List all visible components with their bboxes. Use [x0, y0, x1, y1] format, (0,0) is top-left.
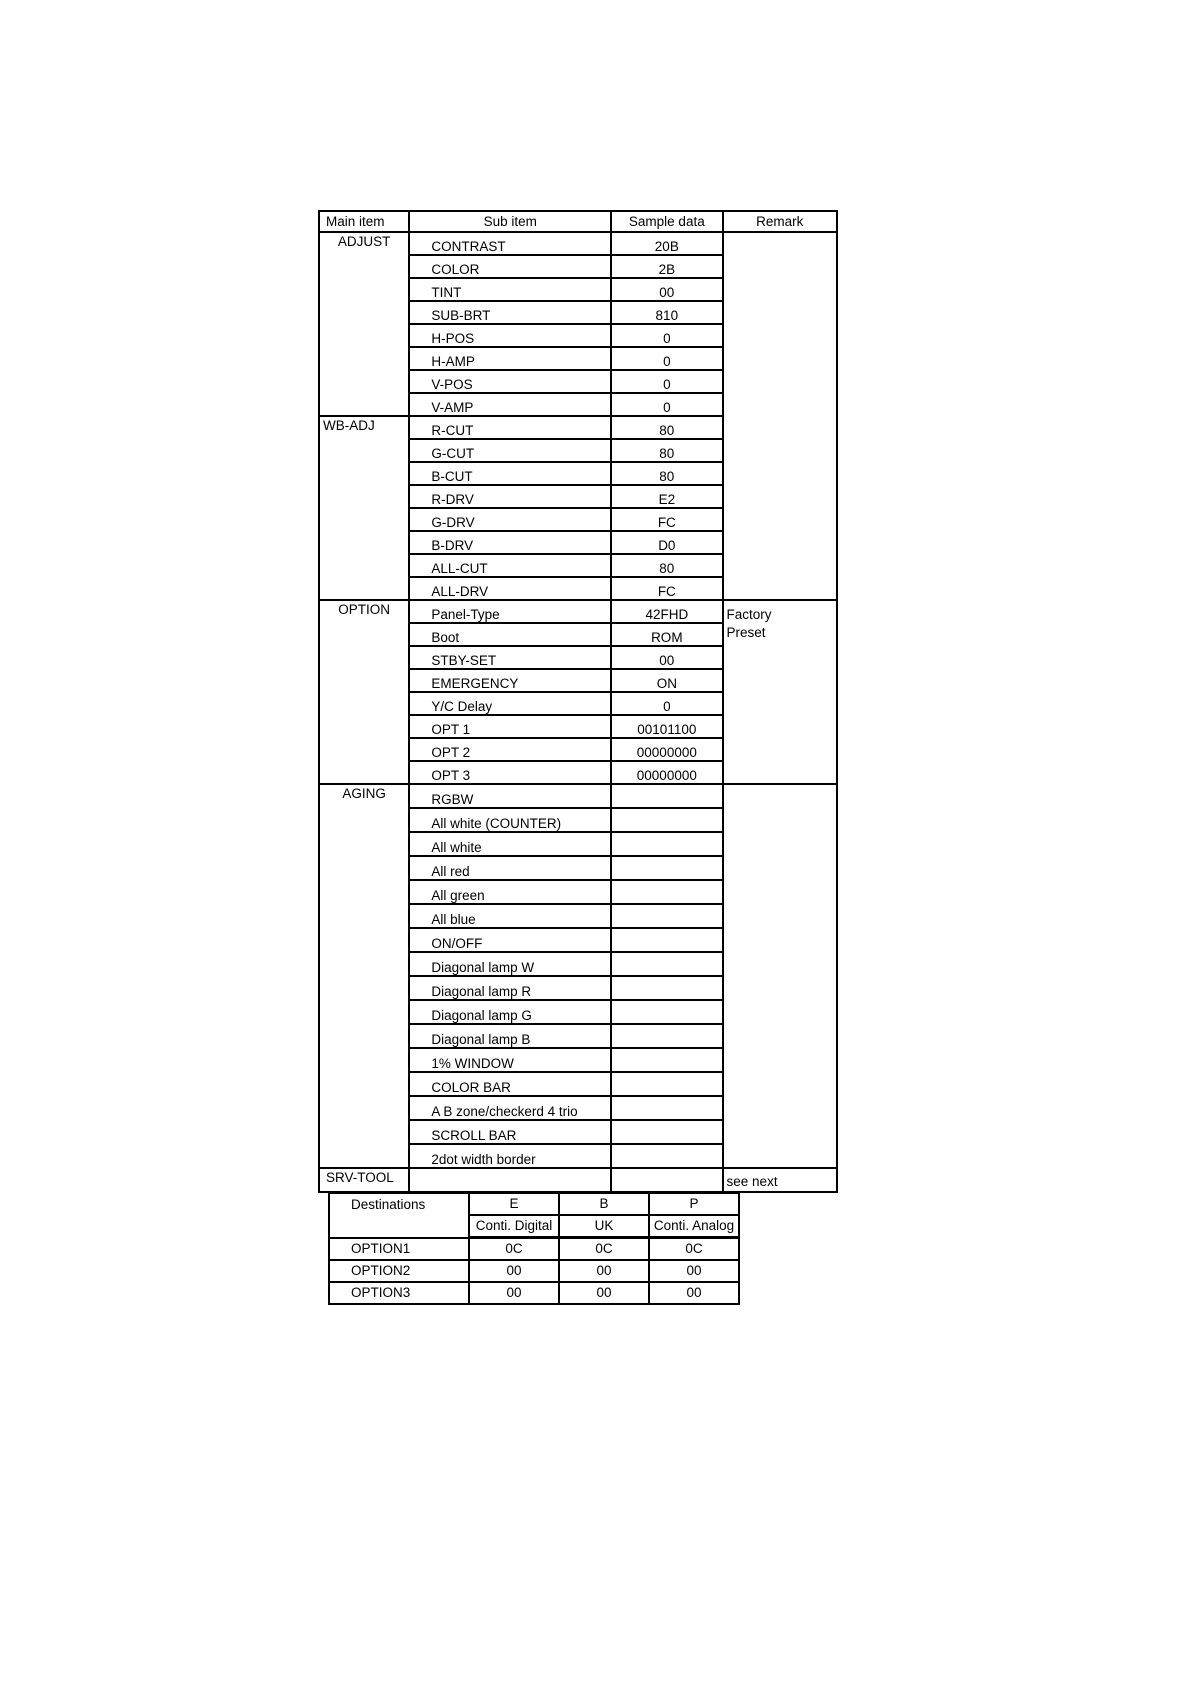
sample-data-cell: 0: [611, 692, 722, 715]
sub-item-cell: Diagonal lamp W: [409, 952, 611, 976]
option-value: 00: [649, 1260, 739, 1282]
sample-data-cell: [611, 880, 722, 904]
sub-item-cell: All blue: [409, 904, 611, 928]
option-label: OPTION3: [329, 1282, 469, 1304]
remark-cell: [723, 232, 837, 600]
sub-item-cell: H-AMP: [409, 347, 611, 370]
destination-name: Conti. Analog: [649, 1215, 739, 1238]
sub-item-cell: Y/C Delay: [409, 692, 611, 715]
sample-data-cell: [611, 832, 722, 856]
sub-item-cell: EMERGENCY: [409, 669, 611, 692]
sub-item-cell: ALL-CUT: [409, 554, 611, 577]
main-item-cell: AGING: [319, 784, 409, 1168]
sub-item-cell: OPT 3: [409, 761, 611, 784]
sub-item-cell: All white (COUNTER): [409, 808, 611, 832]
destination-code: B: [559, 1193, 649, 1215]
sample-data-cell: 00000000: [611, 761, 722, 784]
sub-item-cell: [409, 1168, 611, 1192]
table-row: [329, 1238, 739, 1261]
table-row: [329, 1282, 739, 1304]
service-menu-table: [318, 210, 838, 1193]
sample-data-cell: [611, 1048, 722, 1072]
table-row: [319, 600, 837, 623]
sample-data-cell: 20B: [611, 232, 722, 255]
sub-item-cell: RGBW: [409, 784, 611, 808]
sub-item-cell: Diagonal lamp G: [409, 1000, 611, 1024]
destinations-code-row: [329, 1193, 739, 1215]
sub-item-cell: All red: [409, 856, 611, 880]
option-value: 0C: [469, 1238, 559, 1261]
sub-item-cell: All green: [409, 880, 611, 904]
sample-data-cell: 80: [611, 462, 722, 485]
remark-cell: Factory Preset: [723, 600, 837, 784]
main-item-cell: WB-ADJ: [319, 416, 409, 600]
sample-data-cell: E2: [611, 485, 722, 508]
sub-item-cell: OPT 2: [409, 738, 611, 761]
sample-data-cell: ROM: [611, 623, 722, 646]
sample-data-cell: [611, 976, 722, 1000]
sample-data-cell: 80: [611, 416, 722, 439]
sample-data-cell: 80: [611, 554, 722, 577]
sub-item-cell: COLOR BAR: [409, 1072, 611, 1096]
sub-item-cell: Panel-Type: [409, 600, 611, 623]
sample-data-cell: [611, 952, 722, 976]
sample-data-cell: [611, 1120, 722, 1144]
sub-item-cell: G-DRV: [409, 508, 611, 531]
sub-item-cell: R-CUT: [409, 416, 611, 439]
option-value: 00: [649, 1282, 739, 1304]
sub-item-cell: STBY-SET: [409, 646, 611, 669]
option-value: 0C: [559, 1238, 649, 1261]
sample-data-cell: [611, 1168, 722, 1192]
sub-item-cell: H-POS: [409, 324, 611, 347]
sample-data-cell: 810: [611, 301, 722, 324]
sub-item-cell: B-CUT: [409, 462, 611, 485]
option-value: 00: [559, 1282, 649, 1304]
sub-item-cell: TINT: [409, 278, 611, 301]
sub-item-cell: Diagonal lamp B: [409, 1024, 611, 1048]
sub-item-cell: V-AMP: [409, 393, 611, 416]
sample-data-cell: [611, 784, 722, 808]
sub-item-cell: All white: [409, 832, 611, 856]
table-row: [319, 784, 837, 808]
sample-data-cell: 42FHD: [611, 600, 722, 623]
sub-item-cell: 1% WINDOW: [409, 1048, 611, 1072]
sample-data-cell: [611, 1024, 722, 1048]
option-value: 00: [469, 1260, 559, 1282]
sample-data-cell: 0: [611, 393, 722, 416]
sample-data-cell: FC: [611, 508, 722, 531]
sub-item-cell: A B zone/checkerd 4 trio: [409, 1096, 611, 1120]
sample-data-cell: [611, 856, 722, 880]
sample-data-cell: 80: [611, 439, 722, 462]
sample-data-cell: [611, 1144, 722, 1168]
option-label: OPTION1: [329, 1238, 469, 1261]
sub-item-cell: ON/OFF: [409, 928, 611, 952]
remark-cell: see next: [723, 1168, 837, 1192]
sub-item-cell: Diagonal lamp R: [409, 976, 611, 1000]
destination-code: E: [469, 1193, 559, 1215]
sample-data-cell: [611, 1096, 722, 1120]
sample-data-cell: 00: [611, 646, 722, 669]
destination-name: UK: [559, 1215, 649, 1238]
option-value: 00: [559, 1260, 649, 1282]
header-main-item: Main item: [319, 211, 409, 232]
option-value: 0C: [649, 1238, 739, 1261]
header-sample-data: Sample data: [611, 211, 722, 232]
sub-item-cell: Boot: [409, 623, 611, 646]
sub-item-cell: CONTRAST: [409, 232, 611, 255]
sub-item-cell: 2dot width border: [409, 1144, 611, 1168]
sample-data-cell: 00000000: [611, 738, 722, 761]
header-sub-item: Sub item: [409, 211, 611, 232]
sample-data-cell: [611, 808, 722, 832]
sample-data-cell: 2B: [611, 255, 722, 278]
table-row: [319, 1168, 837, 1192]
sample-data-cell: 00: [611, 278, 722, 301]
sample-data-cell: FC: [611, 577, 722, 600]
sample-data-cell: [611, 928, 722, 952]
table-row: [329, 1260, 739, 1282]
destination-code: P: [649, 1193, 739, 1215]
sample-data-cell: D0: [611, 531, 722, 554]
sub-item-cell: SUB-BRT: [409, 301, 611, 324]
main-item-cell: SRV-TOOL: [319, 1168, 409, 1192]
sample-data-cell: 00101100: [611, 715, 722, 738]
sample-data-cell: 0: [611, 324, 722, 347]
option-value: 00: [469, 1282, 559, 1304]
header-row: [319, 211, 837, 232]
header-remark: Remark: [723, 211, 837, 232]
sub-item-cell: R-DRV: [409, 485, 611, 508]
sample-data-cell: [611, 1072, 722, 1096]
sub-item-cell: COLOR: [409, 255, 611, 278]
remark-cell: [723, 784, 837, 1168]
sample-data-cell: ON: [611, 669, 722, 692]
main-item-cell: OPTION: [319, 600, 409, 784]
table-row: [319, 232, 837, 255]
destination-name: Conti. Digital: [469, 1215, 559, 1238]
sub-item-cell: OPT 1: [409, 715, 611, 738]
sub-item-cell: B-DRV: [409, 531, 611, 554]
sub-item-cell: ALL-DRV: [409, 577, 611, 600]
sample-data-cell: [611, 904, 722, 928]
sub-item-cell: G-CUT: [409, 439, 611, 462]
sub-item-cell: SCROLL BAR: [409, 1120, 611, 1144]
sample-data-cell: 0: [611, 370, 722, 393]
destinations-table: [328, 1192, 740, 1305]
destinations-header: Destinations: [329, 1193, 469, 1238]
sample-data-cell: [611, 1000, 722, 1024]
option-label: OPTION2: [329, 1260, 469, 1282]
main-item-cell: ADJUST: [319, 232, 409, 416]
sub-item-cell: V-POS: [409, 370, 611, 393]
sample-data-cell: 0: [611, 347, 722, 370]
